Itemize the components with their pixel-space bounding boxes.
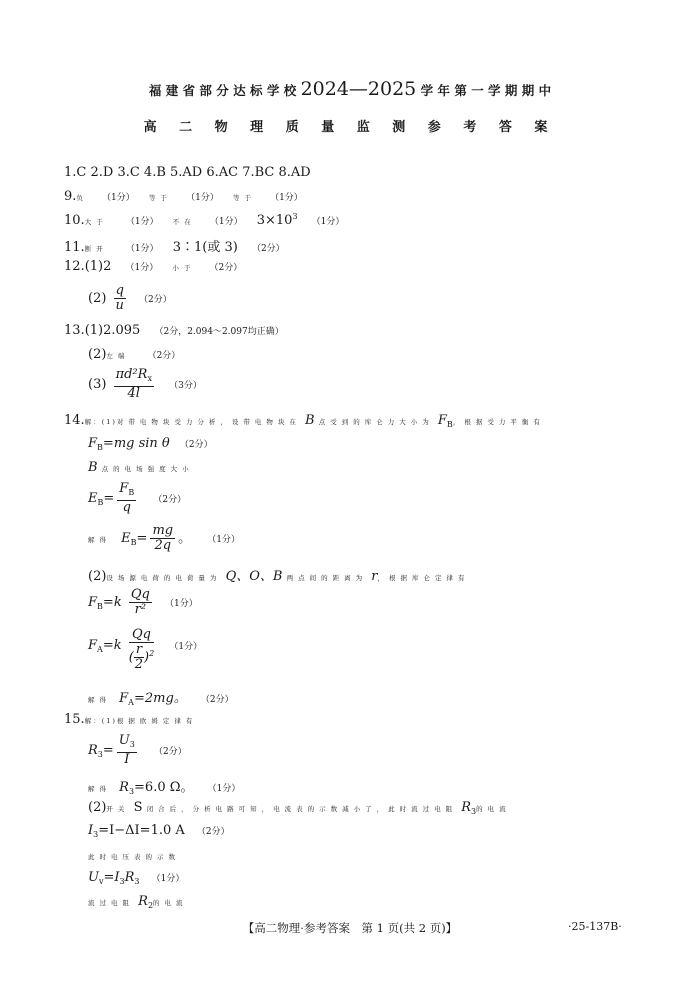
answer-13-2: (2)左端 （2分） [88,347,181,362]
title-post: 学 年 第 一 学 期 期 中 [420,83,552,98]
eq-15-4: $U_v=I_3R_3$ （1分） [88,870,185,886]
line-14-b: B点的电场强度大小 [88,460,194,475]
eq-14-2: $E_B=$ $\frac{F_B}{q}$ （2分） [88,481,187,515]
answer-11: 11.断开 （1分） 3∶1(或 3) （2分） [64,240,285,255]
line-14-2: (2)设场源电荷的电荷量为 Q、O、B 两点间的距离为 r，根据库仑定律有 [88,569,470,584]
answers-1-8: 1.C 2.D 3.C 4.B 5.AD 6.AC 7.BC 8.AD [64,165,311,180]
eq-14-4: $F_B=k$ $\frac{Qq}{\text{r²}}$ （1分） [88,587,198,617]
eq-15-1: $R_3=$ $\frac{U_3}{I}$ （2分） [88,733,187,767]
answer-9: 9.负 （1分） 等于 （1分） 等于 （1分） [64,189,303,204]
eq-14-5: $F_A=k$ Qq ( $\frac{r}{2}$ )$^2$ （1分） [88,627,203,672]
answer-13-1: 13.(1)2.095 （2分，2.094～2.097均正确） [64,323,284,338]
eq-15-2: 解得 $R_3=6.0$ Ω。 （1分） [88,780,241,796]
line-15-r2: 流过电阻 $R_2$的电流 [88,894,188,910]
line-15-2: (2)开关 S 闭合后，分析电路可知，电流表的示数减小了，此时流过电阻 $R_3$的电流 [88,800,511,816]
doc-code: ·25-137B· [568,920,622,933]
answer-15-intro: 15.解：(1)根据欧姆定律有 [64,712,198,727]
title-year: 2024—2025 [300,78,417,100]
line-15-v: 此时电压表的示数 [88,853,180,861]
eq-14-1: $F_B=mg$ sin θ （2分） [88,436,213,452]
answer-14-intro: 14.解：(1)对带电物块受力分析，设带电物块在 B 点受到的库仑力大小为 $F_B$，根据受力平衡有 [64,413,545,429]
title-pre: 福 建 省 部 分 达 标 学 校 [148,83,297,98]
title-line [0,78,700,100]
eq-14-6: 解得 $F_A=2mg$。 （2分） [88,691,234,707]
answer-10: 10.大于 （1分） 不在 （1分） $3\times 10^3$ （1分） [64,212,345,228]
answer-12-1: 12.(1)2 （1分） 小于 （2分） [64,259,243,274]
eq-14-3: 解得 $E_B=$ $\frac{mg}{2q}$ 。 （1分） [88,523,240,553]
page-footer: 【高二物理·参考答案 第 1 页(共 2 页)】 [242,921,458,935]
subtitle: 高 二 物 理 质 量 监 测 参 考 答 案 [143,120,557,135]
answer-12-2: (2) $\frac{q}{u}$ （2分） [88,283,172,313]
eq-15-3: $I_3=I-\Delta I=1.0$ A （2分） [88,823,230,839]
answer-13-3: (3) $\frac{\pi d^2R_x}{4l}$ （3分） [88,367,202,401]
